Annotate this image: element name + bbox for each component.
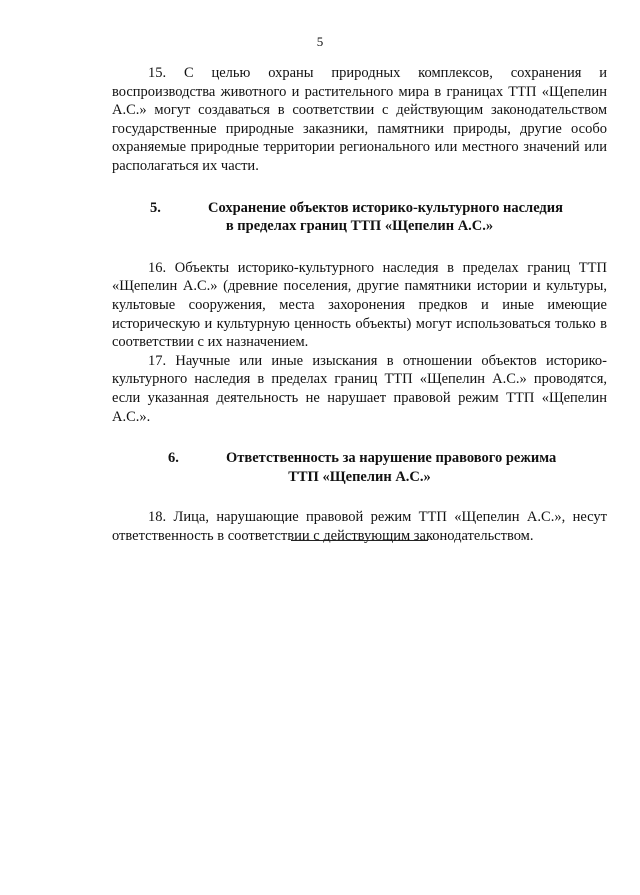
section-5-number: 5. bbox=[150, 199, 161, 216]
paragraph-15: 15. С целью охраны природных комплексов, сохранения и воспроизводства животного и растительного мира в границах ТТП «Щепелин А.С.» могут создаваться в соответствии с действующим законодательством государственные природные заказники, памятники природы, другие особо охраняемые природные территории регионального или местного значений или располагаться их части. bbox=[112, 65, 607, 174]
end-of-document-rule bbox=[291, 540, 428, 541]
page-number: 5 bbox=[316, 34, 324, 49]
section-6-title-line-1 bbox=[112, 449, 607, 468]
paragraph-17: 17. Научные или иные изыскания в отношении объектов историко-культурного наследия в пределах границ ТТП «Щепелин А.С.» проводятся, если указанная деятельность не нарушает правовой режим ТТП «Щепелин А.С.». bbox=[112, 352, 607, 425]
section-5-title-line-1 bbox=[112, 199, 607, 218]
section-6-title-text-1: Ответственность за нарушение правового режима bbox=[226, 450, 557, 467]
section-5-heading bbox=[112, 199, 607, 236]
section-6-title-line-2: ТТП «Щепелин А.С.» bbox=[288, 468, 431, 485]
section-6-number: 6. bbox=[168, 450, 179, 467]
paragraph-16: 16. Объекты историко-культурного наследия в пределах границ ТТП «Щепелин А.С.» (древние поселения, другие памятники истории и культуры, культовые сооружения, места захоронения предков и иные имеющие историческую и культурную ценность объекты) могут использоваться только в соответствии с их назначением. bbox=[112, 259, 607, 351]
section-5-title-text-1: Сохранение объектов историко-культурного наследия bbox=[208, 199, 563, 216]
document-body bbox=[112, 64, 607, 545]
section-5-title-line-2: в пределах границ ТТП «Щепелин А.С.» bbox=[225, 218, 494, 235]
section-6-heading bbox=[112, 449, 607, 486]
paragraph-18: 18. Лица, нарушающие правовой режим ТТП «Щепелин А.С.», несут ответственность в соответствии с действующим законодательством. bbox=[112, 509, 607, 544]
